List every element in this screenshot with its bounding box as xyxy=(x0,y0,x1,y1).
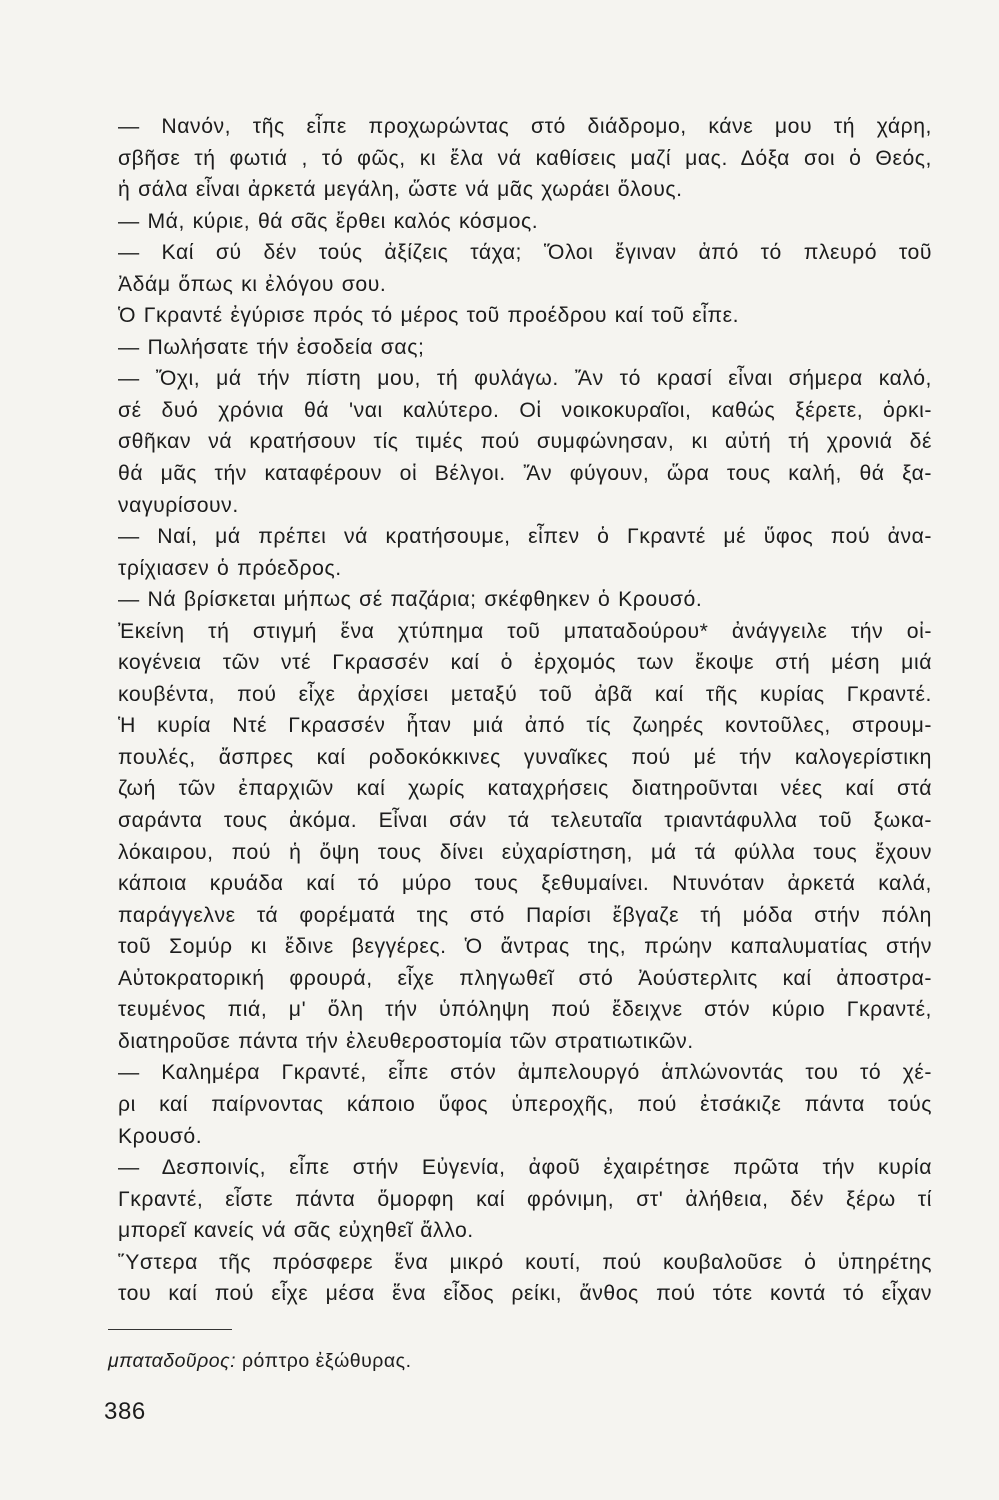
text-line: θά μᾶς τήν καταφέρουν οἱ Βέλγοι. Ἄν φύγουν, ὥρα τους καλή, θά ξα- xyxy=(118,462,932,486)
text-line: — Νανόν, τῆς εἶπε προχωρώντας στό διάδρομο, κάνε μου τή χάρη, xyxy=(118,115,932,138)
text-line: κογένεια τῶν ντέ Γκρασσέν καί ὁ ἐρχομός των ἔκοψε στή μέση μιά xyxy=(118,651,932,675)
text-line: Κρουσό. xyxy=(118,1124,203,1148)
text-line: — Νά βρίσκεται μήπως σέ παζάρια; σκέφθηκεν ὁ Κρουσό. xyxy=(118,588,703,612)
text-line: πουλές, ἄσπρες καί ροδοκόκκινες γυναῖκες πού μέ τήν καλογερίστικη xyxy=(118,745,932,769)
text-line: διατηροῦσε πάντα τήν ἐλευθεροστομία τῶν στρατιωτικῶν. xyxy=(118,1029,694,1053)
text-line: Ἡ κυρία Ντέ Γκρασσέν ἦταν μιά ἀπό τίς ζωηρές κοντοῦλες, στρουμ- xyxy=(118,714,932,738)
text-line: κάποια κρυάδα καί τό μύρο τους ξεθυμαίνει. Ντυνόταν ἀρκετά καλά, xyxy=(118,872,932,896)
text-line: ἡ σάλα εἶναι ἀρκετά μεγάλη, ὥστε νά μᾶς χωράει ὅλους. xyxy=(118,178,683,202)
text-line: σθῆκαν νά κρατήσουν τίς τιμές πού συμφώνησαν, κι αὐτή τή χρονιά δέ xyxy=(118,430,932,454)
footnote xyxy=(108,1350,411,1373)
footnote-definition: ρόπτρο ἐξώθυρας. xyxy=(241,1350,412,1372)
text-line: τευμένος πιά, μ' ὅλη τήν ὑπόληψη πού ἔδειχνε στόν κύριο Γκραντέ, xyxy=(118,998,932,1022)
text-line: τρίχιασεν ὁ πρόεδρος. xyxy=(118,556,342,580)
text-line: σβῆσε τή φωτιά , τό φῶς, κι ἔλα νά καθίσεις μαζί μας. Δόξα σοι ὁ Θεός, xyxy=(118,146,932,170)
text-line: — Καλημέρα Γκραντέ, εἶπε στόν ἀμπελουργό ἁπλώνοντάς του τό χέ- xyxy=(118,1061,932,1085)
text-line: παράγγελνε τά φορέματά της στό Παρίσι ἔβγαζε τή μόδα στήν πόλη xyxy=(118,903,932,927)
footnote-divider xyxy=(108,1329,232,1330)
text-line: Γκραντέ, εἶστε πάντα ὅμορφη καί φρόνιμη, στ' ἀλήθεια, δέν ξέρω τί xyxy=(118,1187,932,1211)
text-line: σέ δυό χρόνια θά 'ναι καλύτερο. Οἱ νοικοκυραῖοι, καθώς ξέρετε, ὁρκι- xyxy=(118,398,932,422)
text-line: — Πωλήσατε τήν ἐσοδεία σας; xyxy=(118,335,425,359)
text-line: λόκαιρου, πού ἡ ὄψη τους δίνει εὐχαρίστηση, μά τά φύλλα τους ἔχουν xyxy=(118,840,932,864)
text-line: ρι καί παίρνοντας κάποιο ὕφος ὑπεροχῆς, πού ἐτσάκιζε πάντα τούς xyxy=(118,1092,932,1116)
text-line: μπορεῖ κανείς νά σᾶς εὐχηθεῖ ἄλλο. xyxy=(118,1219,474,1243)
text-line: του καί πού εἶχε μέσα ἕνα εἶδος ρείκι, ἄνθος πού τότε κοντά τό εἶχαν xyxy=(118,1282,932,1306)
text-line: Ὕστερα τῆς πρόσφερε ἕνα μικρό κουτί, πού κουβαλοῦσε ὁ ὑπηρέτης xyxy=(118,1250,932,1274)
text-line: — Δεσποινίς, εἶπε στήν Εὐγενία, ἀφοῦ ἐχαιρέτησε πρῶτα τήν κυρία xyxy=(118,1156,932,1180)
text-line: ζωή τῶν ἐπαρχιῶν καί χωρίς καταχρήσεις διατηροῦνται νέες καί στά xyxy=(118,777,932,801)
text-line: Αὐτοκρατορική φρουρά, εἶχε πληγωθεῖ στό Ἀούστερλιτς καί ἀποστρα- xyxy=(118,966,932,990)
text-line: Ὁ Γκραντέ ἐγύρισε πρός τό μέρος τοῦ προέδρου καί τοῦ εἶπε. xyxy=(118,304,740,328)
text-line: Ἀδάμ ὅπως κι ἐλόγου σου. xyxy=(118,272,387,296)
page-number: 386 xyxy=(104,1398,146,1425)
text-line: — Καί σύ δέν τούς ἀξίζεις τάχα; Ὅλοι ἔγιναν ἀπό τό πλευρό τοῦ xyxy=(118,241,932,265)
text-line: Ἐκείνη τή στιγμή ἕνα χτύπημα τοῦ μπαταδούρου* ἀνάγγειλε τήν οἰ- xyxy=(118,619,932,643)
text-line: τοῦ Σομύρ κι ἔδινε βεγγέρες. Ὁ ἄντρας της, πρώην καπαλυματίας στήν xyxy=(118,935,932,959)
text-line: — Ὄχι, μά τήν πίστη μου, τή φυλάγω. Ἄν τό κρασί εἶναι σήμερα καλό, xyxy=(118,367,932,391)
text-line: — Μά, κύριε, θά σᾶς ἔρθει καλός κόσμος. xyxy=(118,209,539,233)
text-line: — Ναί, μά πρέπει νά κρατήσουμε, εἶπεν ὁ Γκραντέ μέ ὕφος πού ἀνα- xyxy=(118,525,932,549)
text-line: σαράντα τους ἀκόμα. Εἶναι σάν τά τελευταῖα τριαντάφυλλα τοῦ ξωκα- xyxy=(118,809,932,833)
text-line: ναγυρίσουν. xyxy=(118,493,239,517)
footnote-term: μπαταδοῦρος: xyxy=(108,1350,237,1372)
body-text xyxy=(118,111,932,1310)
text-line: κουβέντα, πού εἶχε ἀρχίσει μεταξύ τοῦ ἀβᾶ καί τῆς κυρίας Γκραντέ. xyxy=(118,682,932,706)
